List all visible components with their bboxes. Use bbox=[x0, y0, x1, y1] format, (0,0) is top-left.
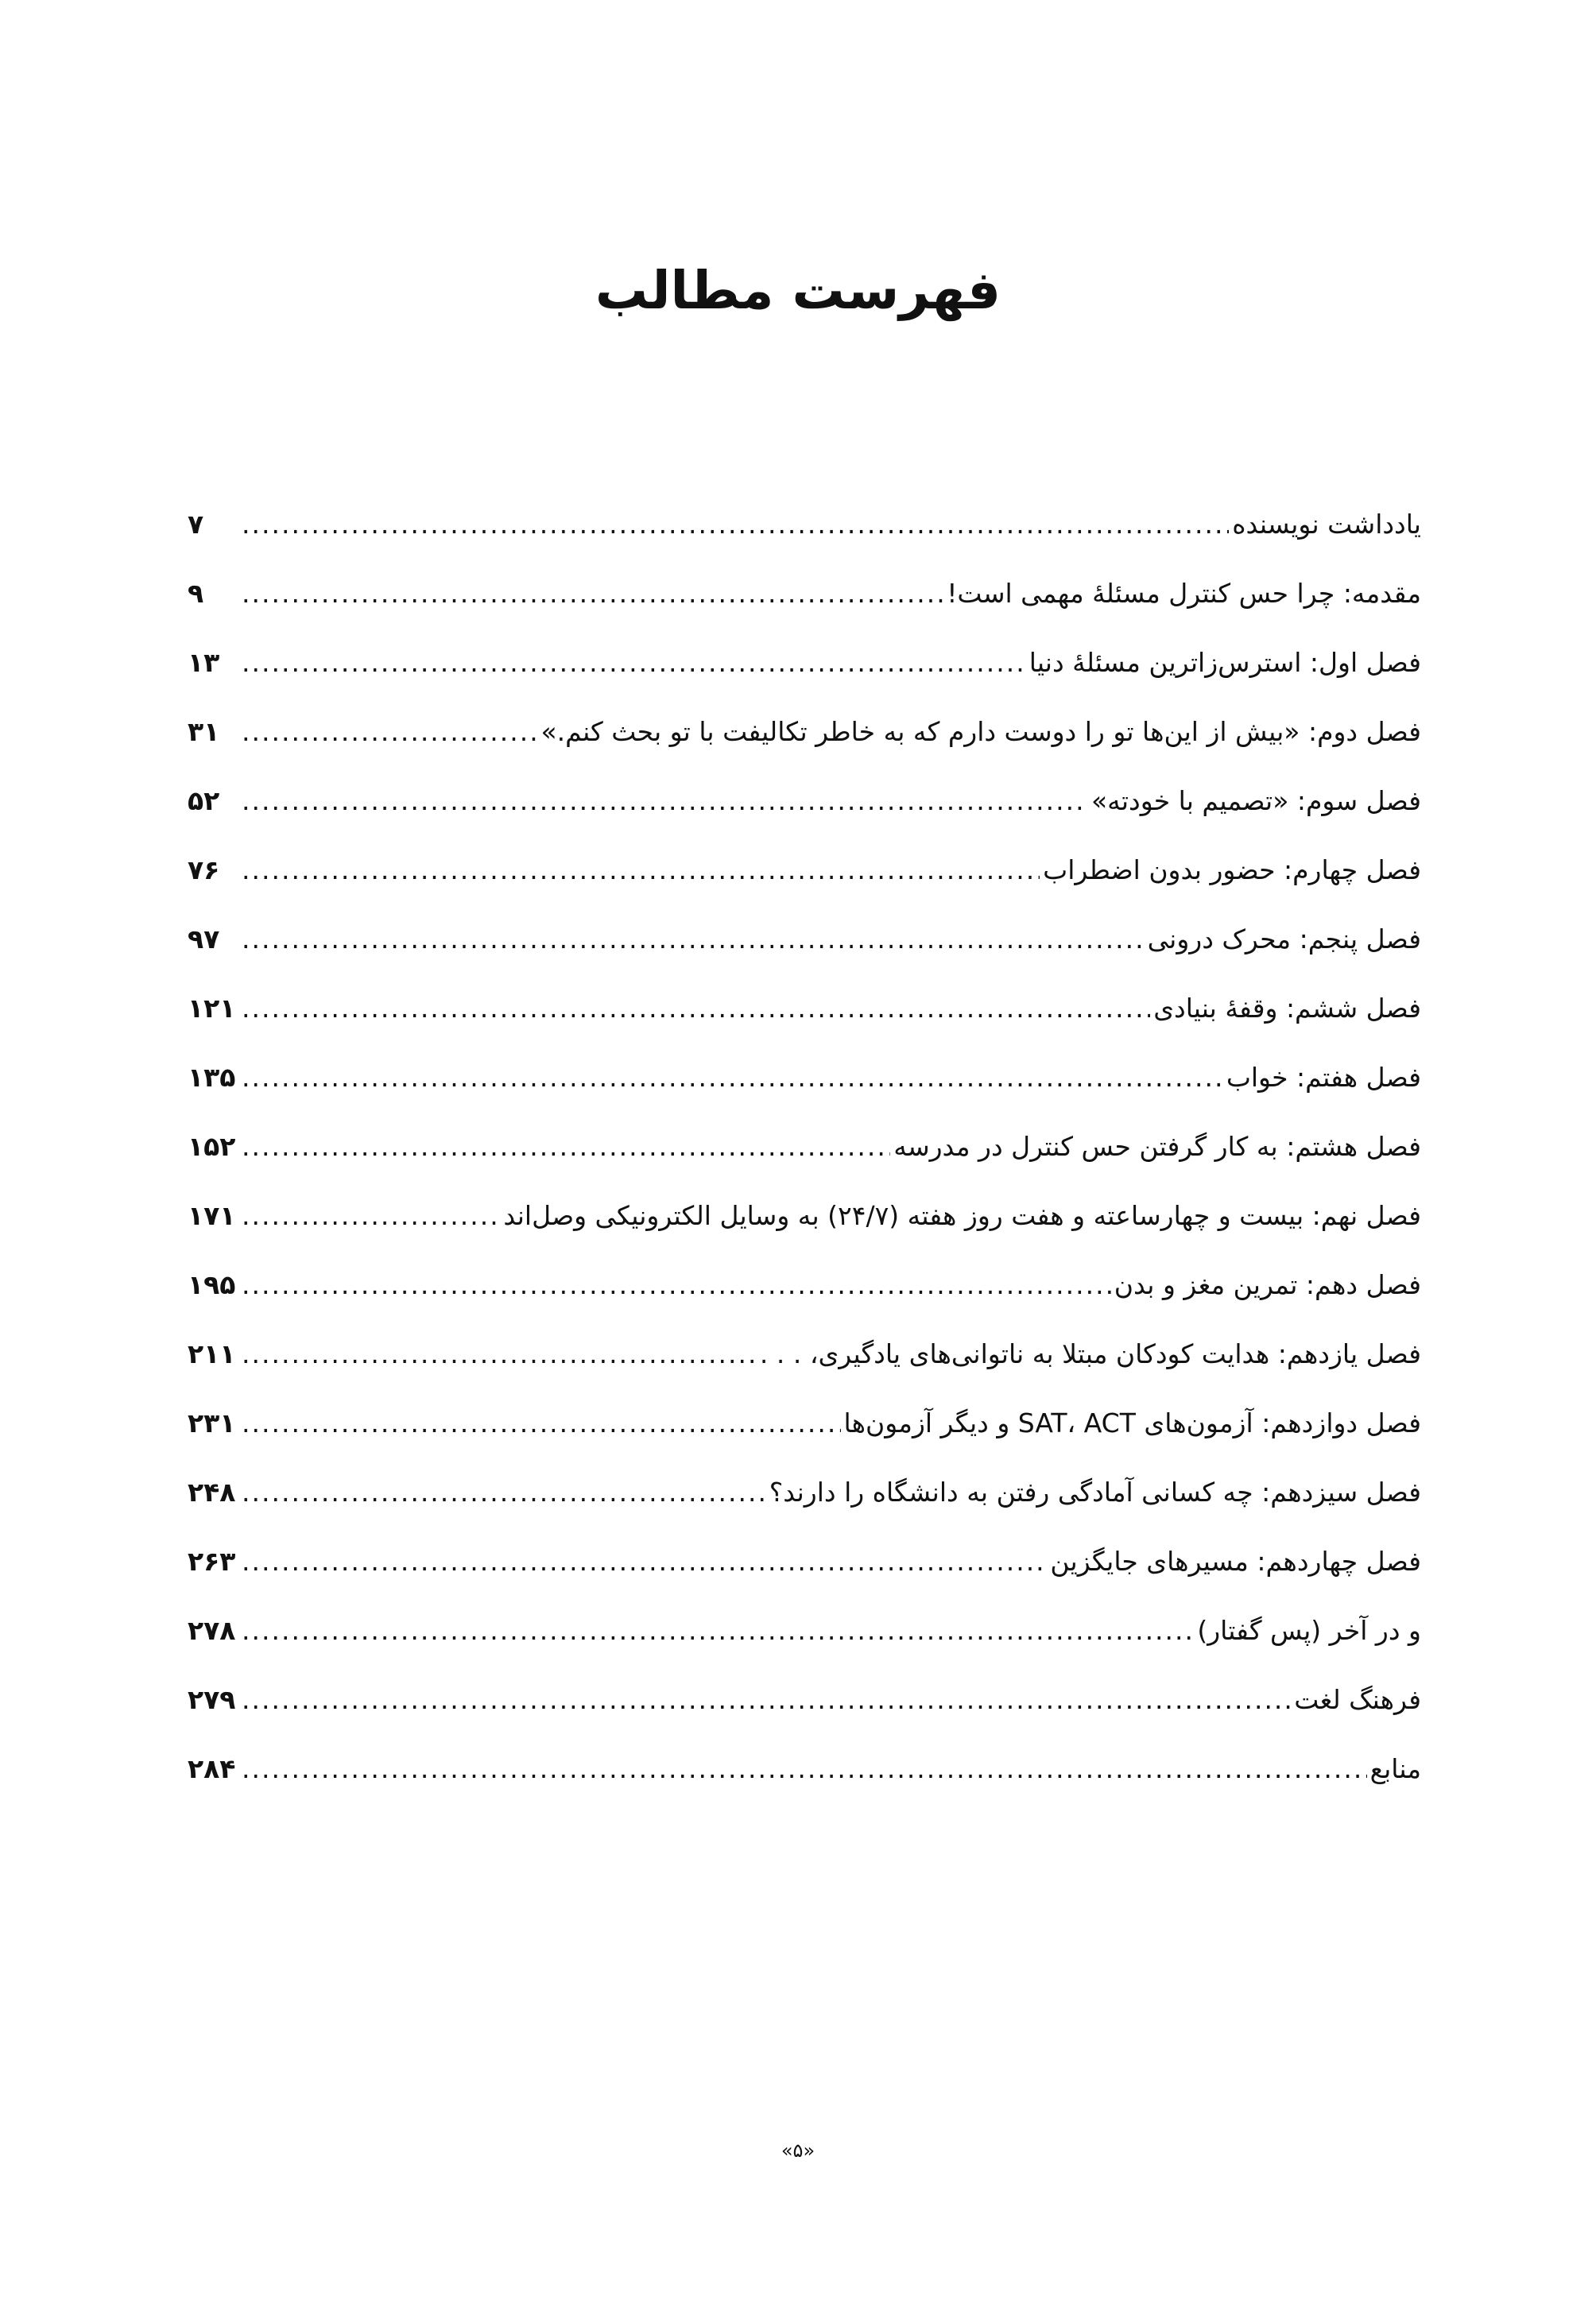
toc-leader-dots bbox=[242, 628, 1026, 697]
toc-entry-label: و در آخر (پس گفتار) bbox=[1197, 1615, 1421, 1646]
toc-entry-page-number: ۹ bbox=[188, 578, 204, 609]
page-number: «۵» bbox=[781, 2139, 815, 2162]
toc-entry[interactable] bbox=[188, 766, 1421, 835]
toc-entry-page-number: ۲۱۱ bbox=[188, 1338, 236, 1369]
toc-entry[interactable] bbox=[188, 1319, 1421, 1388]
toc-entry[interactable] bbox=[188, 1112, 1421, 1181]
toc-entry[interactable] bbox=[188, 1458, 1421, 1527]
toc-entry-page-number: ۲۳۱ bbox=[188, 1407, 236, 1438]
toc-entry-page-number: ۲۷۹ bbox=[188, 1684, 236, 1715]
toc-entry-label: فصل یازدهم: هدایت کودکان مبتلا به ناتوانی‌های یادگیری، . . . bbox=[759, 1338, 1421, 1369]
toc-entry-page-number: ۳۱ bbox=[188, 716, 220, 747]
toc-entry[interactable] bbox=[188, 559, 1421, 628]
toc-entry-label: فصل ششم: وقفهٔ بنیادی bbox=[1153, 993, 1421, 1024]
toc-leader-dots bbox=[242, 1181, 500, 1250]
toc-entry-label: فصل دوازدهم: آزمون‌های SAT، ACT و دیگر آزمون‌ها bbox=[843, 1407, 1421, 1438]
toc-leader-dots bbox=[242, 904, 1145, 974]
toc-entry[interactable] bbox=[188, 490, 1421, 559]
toc-entry-label: فصل سیزدهم: چه کسانی آمادگی رفتن به دانشگاه را دارند؟ bbox=[769, 1477, 1421, 1508]
toc-entry-label: فصل اول: استرس‌زاترین مسئلهٔ دنیا bbox=[1028, 647, 1421, 678]
toc-entry[interactable] bbox=[188, 904, 1421, 974]
toc-entry[interactable] bbox=[188, 1665, 1421, 1734]
toc-entry[interactable] bbox=[188, 1181, 1421, 1250]
toc-leader-dots bbox=[242, 1527, 1047, 1596]
toc-entry[interactable] bbox=[188, 1596, 1421, 1665]
toc-entry[interactable] bbox=[188, 1527, 1421, 1596]
toc-leader-dots bbox=[242, 1665, 1291, 1734]
toc-entry-label: فصل هشتم: به کار گرفتن حس کنترل در مدرسه bbox=[893, 1131, 1421, 1162]
toc-entry-label: فصل سوم: «تصمیم با خودته» bbox=[1090, 785, 1421, 816]
toc-entry-label: فصل نهم: بیست و چهارساعته و هفت روز هفته (۲۴/۷) به وسایل الکترونیکی وصل‌اند bbox=[503, 1200, 1421, 1231]
toc-entry-label: فرهنگ لغت bbox=[1294, 1684, 1421, 1715]
toc-entry[interactable] bbox=[188, 1043, 1421, 1112]
page-title: فهرست مطالب bbox=[595, 260, 1001, 321]
toc-entry-page-number: ۲۸۴ bbox=[188, 1753, 236, 1784]
toc-entry-label: فصل دوم: «بیش از این‌ها تو را دوست دارم که به خاطر تکالیفت با تو بحث کنم.» bbox=[540, 716, 1421, 747]
toc-entry[interactable] bbox=[188, 835, 1421, 904]
table-of-contents bbox=[188, 490, 1421, 1803]
toc-entry[interactable] bbox=[188, 697, 1421, 766]
toc-entry-page-number: ۱۵۲ bbox=[188, 1131, 236, 1162]
toc-entry[interactable] bbox=[188, 1734, 1421, 1803]
toc-entry-page-number: ۱۹۵ bbox=[188, 1269, 236, 1300]
toc-entry-label: مقدمه: چرا حس کنترل مسئلهٔ مهمی است! bbox=[947, 578, 1421, 609]
toc-entry-label: یادداشت نویسنده bbox=[1232, 509, 1421, 540]
toc-entry-page-number: ۷ bbox=[188, 509, 204, 540]
toc-entry[interactable] bbox=[188, 628, 1421, 697]
toc-leader-dots bbox=[242, 835, 1040, 904]
toc-entry-page-number: ۲۴۸ bbox=[188, 1477, 236, 1508]
toc-entry-label: منابع bbox=[1369, 1753, 1421, 1784]
toc-leader-dots bbox=[242, 766, 1088, 835]
toc-entry-label: فصل چهاردهم: مسیرهای جایگزین bbox=[1050, 1546, 1421, 1577]
toc-entry-page-number: ۱۳ bbox=[188, 647, 220, 678]
toc-entry-page-number: ۲۷۸ bbox=[188, 1615, 236, 1646]
toc-leader-dots bbox=[242, 1596, 1194, 1665]
toc-leader-dots bbox=[242, 559, 943, 628]
toc-leader-dots bbox=[242, 697, 537, 766]
toc-entry-label: فصل دهم: تمرین مغز و بدن bbox=[1114, 1269, 1421, 1300]
toc-entry-page-number: ۵۲ bbox=[188, 785, 220, 816]
toc-entry-page-number: ۹۷ bbox=[188, 923, 220, 954]
toc-entry[interactable] bbox=[188, 1250, 1421, 1319]
toc-entry-label: فصل پنجم: محرک درونی bbox=[1147, 923, 1421, 954]
toc-leader-dots bbox=[242, 1112, 890, 1181]
toc-entry[interactable] bbox=[188, 1388, 1421, 1458]
toc-leader-dots bbox=[242, 974, 1150, 1043]
toc-leader-dots bbox=[242, 1388, 841, 1458]
toc-leader-dots bbox=[242, 490, 1229, 559]
toc-entry[interactable] bbox=[188, 974, 1421, 1043]
toc-entry-page-number: ۱۷۱ bbox=[188, 1200, 236, 1231]
toc-leader-dots bbox=[242, 1319, 757, 1388]
toc-leader-dots bbox=[242, 1250, 1111, 1319]
toc-entry-page-number: ۱۲۱ bbox=[188, 993, 236, 1024]
toc-leader-dots bbox=[242, 1458, 766, 1527]
toc-entry-page-number: ۷۶ bbox=[188, 854, 220, 885]
toc-entry-page-number: ۱۳۵ bbox=[188, 1062, 236, 1093]
toc-entry-label: فصل هفتم: خواب bbox=[1226, 1062, 1421, 1093]
toc-leader-dots bbox=[242, 1043, 1223, 1112]
toc-leader-dots bbox=[242, 1734, 1367, 1803]
toc-entry-label: فصل چهارم: حضور بدون اضطراب bbox=[1043, 854, 1421, 885]
toc-entry-page-number: ۲۶۳ bbox=[188, 1546, 236, 1577]
